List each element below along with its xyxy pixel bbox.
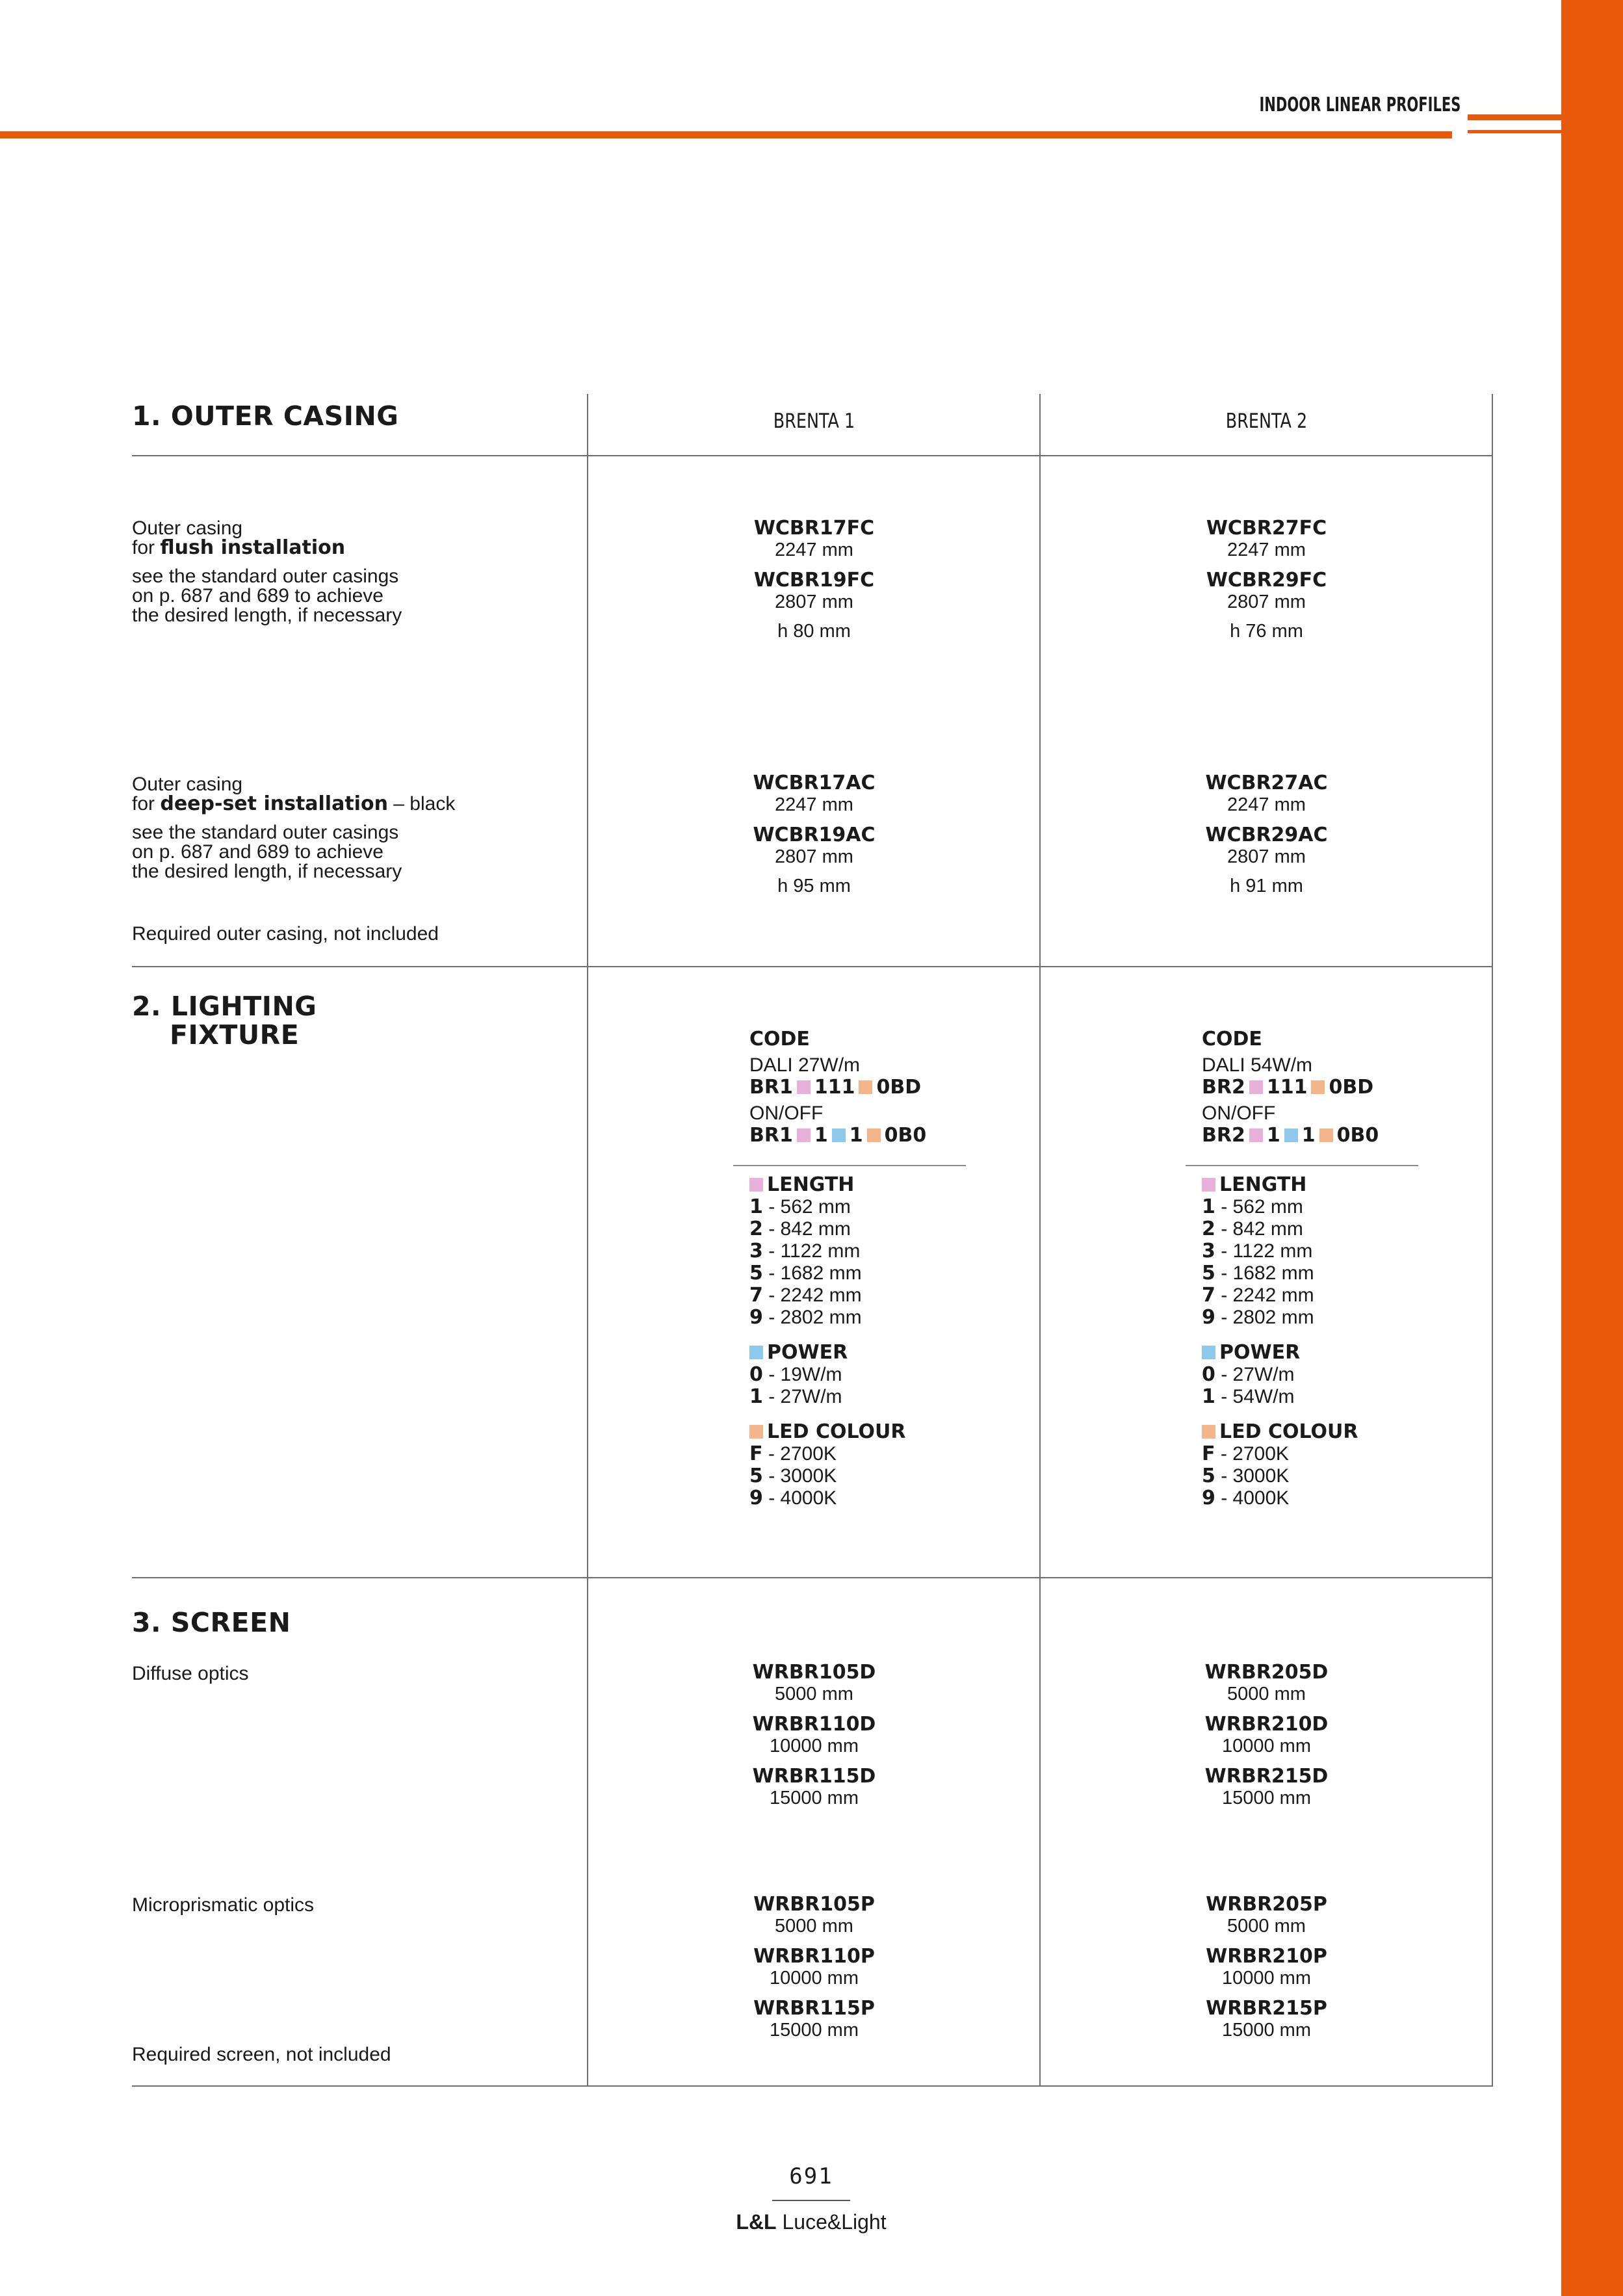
b2-deep-height: h 91 mm bbox=[1230, 876, 1303, 896]
section-title-line1: 2. LIGHTING bbox=[132, 991, 317, 1022]
section-title-outer-casing: 1. OUTER CASING bbox=[132, 400, 399, 432]
b1-deep-dim-1: 2247 mm bbox=[775, 794, 853, 815]
b1-code-divider bbox=[733, 1165, 966, 1166]
b2-power-2: 1 - 54W/m bbox=[1202, 1385, 1295, 1408]
deep-description bbox=[132, 775, 455, 881]
header-rule-right-top bbox=[1468, 114, 1561, 120]
b2-led-2: 5 - 3000K bbox=[1202, 1465, 1290, 1487]
deep-note2: on p. 687 and 689 to achieve bbox=[132, 841, 383, 863]
column-header-brenta-2: BRENTA 2 bbox=[1225, 410, 1308, 433]
flush-line2: for flush installation bbox=[132, 536, 346, 559]
led-swatch bbox=[1319, 1128, 1333, 1142]
header-category: INDOOR LINEAR PROFILES bbox=[1258, 94, 1461, 116]
grid-hline-s3 bbox=[132, 2085, 1493, 2087]
deep-note1: see the standard outer casings bbox=[132, 822, 399, 843]
b1-micro-dim-2: 10000 mm bbox=[769, 1968, 859, 1989]
length-swatch bbox=[749, 1178, 763, 1192]
b1-dali-label: DALI 27W/m bbox=[749, 1054, 861, 1076]
b2-led-1: F - 2700K bbox=[1202, 1442, 1289, 1465]
b2-micro-code-1: WRBR205P bbox=[1206, 1893, 1327, 1916]
b1-length-1: 1 - 562 mm bbox=[749, 1195, 851, 1218]
deep-note3: the desired length, if necessary bbox=[132, 861, 402, 882]
grid-hline-header bbox=[132, 455, 1493, 456]
b1-power-2: 1 - 27W/m bbox=[749, 1385, 842, 1408]
b2-power-head: POWER bbox=[1219, 1341, 1301, 1364]
b2-code-divider bbox=[1186, 1165, 1418, 1166]
b1-fixture-code bbox=[749, 1028, 926, 1147]
led-swatch bbox=[749, 1425, 763, 1439]
b1-diffuse-code-3: WRBR115D bbox=[752, 1765, 876, 1788]
b1-length-4: 5 - 1682 mm bbox=[749, 1262, 862, 1285]
b1-power-1: 0 - 19W/m bbox=[749, 1363, 842, 1386]
b2-led-head: LED COLOUR bbox=[1219, 1420, 1358, 1443]
b1-led-head: LED COLOUR bbox=[767, 1420, 906, 1443]
b1-flush-dim-2: 2807 mm bbox=[775, 592, 853, 612]
deep-line1: Outer casing bbox=[132, 774, 243, 795]
length-swatch bbox=[1249, 1080, 1263, 1094]
b1-micro-dim-1: 5000 mm bbox=[775, 1916, 853, 1937]
deep-bold: deep-set installation bbox=[160, 792, 388, 815]
grid-vline-1 bbox=[587, 394, 588, 2087]
microprismatic-optics-label: Microprismatic optics bbox=[132, 1894, 315, 1916]
b2-deep-cell bbox=[1040, 772, 1493, 897]
flush-note2: on p. 687 and 689 to achieve bbox=[132, 585, 383, 607]
b2-length-6: 9 - 2802 mm bbox=[1202, 1306, 1314, 1329]
column-header-brenta-1: BRENTA 1 bbox=[773, 410, 855, 433]
power-swatch bbox=[1284, 1128, 1298, 1142]
b2-power-1: 0 - 27W/m bbox=[1202, 1363, 1295, 1386]
flush-line1: Outer casing bbox=[132, 517, 243, 539]
b1-length-6: 9 - 2802 mm bbox=[749, 1306, 862, 1329]
b2-flush-cell bbox=[1040, 517, 1493, 642]
b2-micro-dim-2: 10000 mm bbox=[1221, 1968, 1311, 1989]
length-swatch bbox=[1202, 1178, 1215, 1192]
b2-code-head: CODE bbox=[1202, 1028, 1262, 1050]
length-swatch bbox=[797, 1128, 811, 1142]
header-rule-right-bottom bbox=[1468, 130, 1561, 133]
b1-length-5: 7 - 2242 mm bbox=[749, 1284, 862, 1307]
b1-led-1: F - 2700K bbox=[749, 1442, 837, 1465]
b1-onoff-code: BR1 1 1 0B0 bbox=[749, 1124, 927, 1147]
b2-onoff-label: ON/OFF bbox=[1202, 1102, 1276, 1124]
header-rule bbox=[0, 131, 1452, 138]
b1-flush-dim-1: 2247 mm bbox=[775, 540, 853, 560]
b2-onoff-code: BR2 1 1 0B0 bbox=[1202, 1124, 1379, 1147]
diffuse-optics-label: Diffuse optics bbox=[132, 1663, 249, 1684]
b2-dali-label: DALI 54W/m bbox=[1202, 1054, 1313, 1076]
length-swatch bbox=[797, 1080, 811, 1094]
b2-length-4: 5 - 1682 mm bbox=[1202, 1262, 1314, 1285]
b1-onoff-label: ON/OFF bbox=[749, 1102, 824, 1124]
b1-flush-code-1: WCBR17FC bbox=[753, 517, 875, 540]
b1-diffuse-dim-3: 15000 mm bbox=[769, 1788, 859, 1808]
b1-dali-code: BR1 111 0BD bbox=[749, 1076, 922, 1099]
b2-micro-code-3: WRBR215P bbox=[1206, 1997, 1327, 2020]
b2-length-3: 3 - 1122 mm bbox=[1202, 1240, 1313, 1262]
b2-flush-dim-1: 2247 mm bbox=[1227, 540, 1306, 560]
b1-length-head: LENGTH bbox=[767, 1173, 855, 1196]
footer-brand: L&L Luce&Light bbox=[736, 2210, 887, 2234]
outer-casing-required-note: Required outer casing, not included bbox=[132, 923, 439, 945]
b2-deep-code-2: WCBR29AC bbox=[1205, 824, 1328, 846]
b1-diffuse-code-1: WRBR105D bbox=[752, 1661, 876, 1684]
b2-diffuse-dim-2: 10000 mm bbox=[1221, 1736, 1311, 1756]
b1-flush-code-2: WCBR19FC bbox=[753, 569, 875, 592]
b1-flush-height: h 80 mm bbox=[777, 621, 851, 642]
b1-diffuse-code-2: WRBR110D bbox=[752, 1713, 876, 1736]
b2-length-1: 1 - 562 mm bbox=[1202, 1195, 1303, 1218]
b1-length-2: 2 - 842 mm bbox=[749, 1218, 851, 1240]
b1-deep-code-2: WCBR19AC bbox=[753, 824, 876, 846]
flush-description bbox=[132, 519, 402, 625]
b2-flush-code-2: WCBR29FC bbox=[1206, 569, 1327, 592]
b1-led-3: 9 - 4000K bbox=[749, 1487, 837, 1509]
b1-micro-code-3: WRBR115P bbox=[753, 1997, 875, 2020]
section-title-screen: 3. SCREEN bbox=[132, 1607, 291, 1638]
side-accent-bar bbox=[1561, 0, 1623, 2296]
brand-logo-mark: L&L bbox=[736, 2210, 777, 2234]
b2-micro-code-2: WRBR210P bbox=[1206, 1945, 1327, 1968]
b2-micro-dim-3: 15000 mm bbox=[1221, 2020, 1311, 2041]
page-number: 691 bbox=[789, 2163, 833, 2189]
led-swatch bbox=[867, 1128, 881, 1142]
b2-length-head: LENGTH bbox=[1219, 1173, 1307, 1196]
b2-diffuse-dim-3: 15000 mm bbox=[1221, 1788, 1311, 1808]
b1-fixture-options bbox=[749, 1174, 906, 1509]
b1-deep-code-1: WCBR17AC bbox=[753, 772, 876, 794]
b2-length-2: 2 - 842 mm bbox=[1202, 1218, 1303, 1240]
grid-vline-2 bbox=[1039, 394, 1041, 2087]
flush-note3: the desired length, if necessary bbox=[132, 605, 402, 626]
b2-diffuse-code-3: WRBR215D bbox=[1204, 1765, 1329, 1788]
grid-vline-3 bbox=[1492, 394, 1493, 2087]
flush-note1: see the standard outer casings bbox=[132, 566, 399, 587]
b2-diffuse-cell bbox=[1040, 1661, 1493, 1809]
b2-length-5: 7 - 2242 mm bbox=[1202, 1284, 1314, 1307]
b1-micro-code-2: WRBR110P bbox=[753, 1945, 875, 1968]
b1-led-2: 5 - 3000K bbox=[749, 1465, 837, 1487]
b1-micro-code-1: WRBR105P bbox=[753, 1893, 875, 1916]
led-swatch bbox=[859, 1080, 872, 1094]
led-swatch bbox=[1311, 1080, 1325, 1094]
b1-length-3: 3 - 1122 mm bbox=[749, 1240, 861, 1262]
screen-required-note: Required screen, not included bbox=[132, 2044, 391, 2065]
b2-deep-dim-2: 2807 mm bbox=[1227, 846, 1306, 867]
power-swatch bbox=[1202, 1346, 1215, 1359]
b1-diffuse-dim-1: 5000 mm bbox=[775, 1684, 853, 1704]
section-title-lighting-fixture bbox=[132, 992, 317, 1049]
section-title-line2: FIXTURE bbox=[170, 1019, 300, 1050]
grid-hline-s2 bbox=[132, 1577, 1493, 1578]
power-swatch bbox=[832, 1128, 846, 1142]
deep-line2: for deep-set installation – black bbox=[132, 792, 456, 815]
b1-diffuse-cell bbox=[588, 1661, 1041, 1809]
b2-fixture-options bbox=[1202, 1174, 1358, 1509]
b1-flush-cell bbox=[588, 517, 1041, 642]
flush-bold: flush installation bbox=[160, 536, 346, 559]
b1-micro-dim-3: 15000 mm bbox=[769, 2020, 859, 2041]
b2-deep-code-1: WCBR27AC bbox=[1205, 772, 1328, 794]
length-swatch bbox=[1249, 1128, 1263, 1142]
b1-deep-height: h 95 mm bbox=[777, 876, 851, 896]
b2-flush-code-1: WCBR27FC bbox=[1206, 517, 1327, 540]
b2-fixture-code bbox=[1202, 1028, 1379, 1147]
led-swatch bbox=[1202, 1425, 1215, 1439]
b1-deep-cell bbox=[588, 772, 1041, 897]
b1-deep-dim-2: 2807 mm bbox=[775, 846, 853, 867]
b2-deep-dim-1: 2247 mm bbox=[1227, 794, 1306, 815]
b1-code-head: CODE bbox=[749, 1028, 810, 1050]
b2-micro-dim-1: 5000 mm bbox=[1227, 1916, 1306, 1937]
power-swatch bbox=[749, 1346, 763, 1359]
b2-diffuse-dim-1: 5000 mm bbox=[1227, 1684, 1306, 1704]
b2-led-3: 9 - 4000K bbox=[1202, 1487, 1290, 1509]
b2-micro-cell bbox=[1040, 1893, 1493, 2041]
footer-divider bbox=[772, 2200, 850, 2201]
grid-hline-s1 bbox=[132, 966, 1493, 967]
b2-diffuse-code-2: WRBR210D bbox=[1204, 1713, 1329, 1736]
b2-diffuse-code-1: WRBR205D bbox=[1204, 1661, 1329, 1684]
b1-power-head: POWER bbox=[767, 1341, 848, 1364]
b2-flush-dim-2: 2807 mm bbox=[1227, 592, 1306, 612]
b2-flush-height: h 76 mm bbox=[1230, 621, 1303, 642]
b2-dali-code: BR2 111 0BD bbox=[1202, 1076, 1374, 1099]
b1-micro-cell bbox=[588, 1893, 1041, 2041]
b1-diffuse-dim-2: 10000 mm bbox=[769, 1736, 859, 1756]
